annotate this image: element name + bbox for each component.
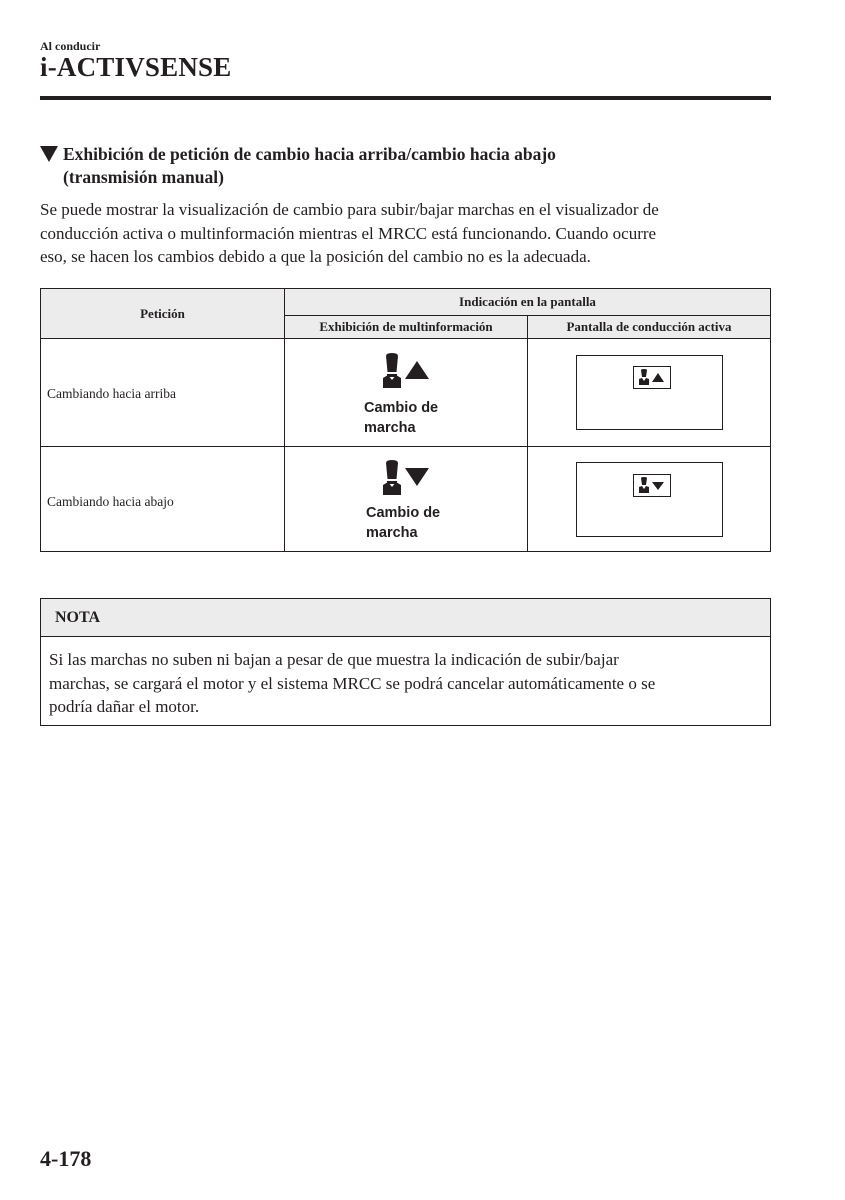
mini-gear-shift-down-icon (633, 474, 671, 497)
table-divider (527, 315, 528, 551)
gear-shift-down-icon (383, 460, 431, 496)
table-divider (41, 338, 770, 339)
paragraph-line: conducción activa o multinformación mientras el MRCC está funcionando. Cuando ocurre (40, 223, 657, 243)
note-line: podría dañar el motor. (49, 697, 200, 716)
gear-shift-up-icon (383, 353, 431, 389)
request-up: Cambiando hacia arriba (47, 386, 176, 401)
note-title: NOTA (55, 609, 101, 626)
chapter-label: Al conducir (40, 39, 101, 53)
header-indicacion: Indicación en la pantalla (285, 289, 770, 315)
header-multinformacion: Exhibición de multinformación (285, 316, 527, 338)
title-rule (40, 96, 771, 100)
table-divider (284, 315, 770, 316)
table-divider (284, 289, 285, 551)
note-box (40, 598, 771, 726)
request-down: Cambiando hacia abajo (47, 494, 174, 509)
note-line: Si las marchas no suben ni bajan a pesar de que muestra la indicación de subir/bajar (49, 650, 619, 669)
active-display-down (576, 462, 723, 537)
shift-label-up: Cambio de marcha (364, 400, 439, 436)
section-paragraph (40, 198, 771, 269)
indication-table (40, 288, 771, 552)
triangle-bullet-icon (40, 146, 58, 162)
note-body (49, 648, 655, 719)
header-peticion: Petición (41, 289, 284, 338)
note-header (41, 599, 770, 637)
section-heading-line1: Exhibición de petición de cambio hacia arriba/cambio hacia abajo (63, 144, 556, 164)
paragraph-line: Se puede mostrar la visualización de cambio para subir/bajar marchas en el visualizador de (40, 200, 659, 219)
note-line: marchas, se cargará el motor y el sistema MRCC se podrá cancelar automáticamente o se (49, 673, 656, 693)
page-title: i-ACTIVSENSE (40, 52, 232, 82)
active-display-up (576, 355, 723, 430)
table-divider (41, 446, 770, 447)
paragraph-line: eso, se hacen los cambios debido a que la posición del cambio no es la adecuada. (40, 247, 591, 266)
page-number: 4-178 (40, 1146, 92, 1171)
header-conduccion-activa: Pantalla de conducción activa (528, 316, 770, 338)
mini-gear-shift-up-icon (633, 366, 671, 389)
shift-label-down: Cambio de marcha (366, 505, 441, 541)
section-heading-line2: (transmisión manual) (63, 167, 224, 187)
